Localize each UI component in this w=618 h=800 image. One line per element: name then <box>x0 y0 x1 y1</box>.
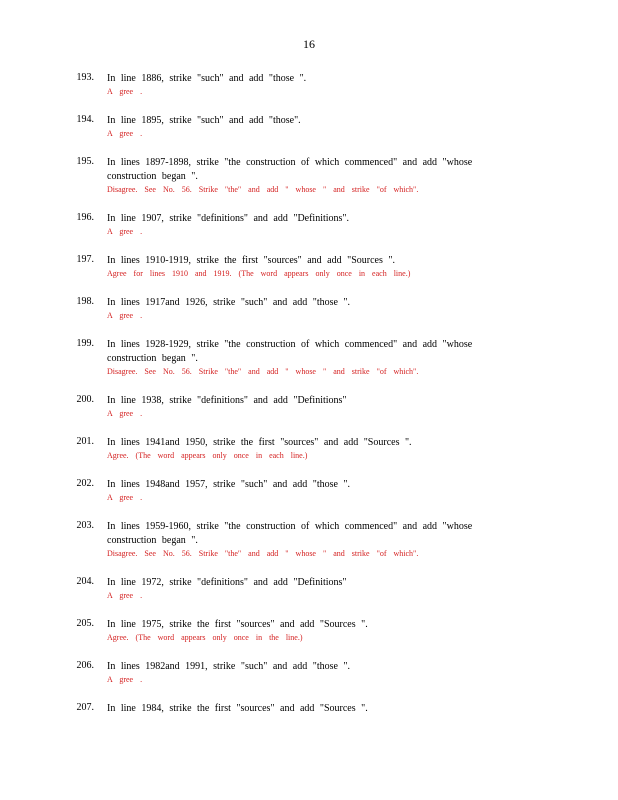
list-item <box>0 296 618 338</box>
item-text: In lines 1948and 1957, strike "such" and add "those ". <box>107 479 351 490</box>
item-text: In line 1907, strike "definitions" and add "Definitions". <box>107 213 350 224</box>
item-number: 198. <box>76 296 94 307</box>
item-number: 201. <box>76 436 94 447</box>
list-item <box>0 156 618 212</box>
item-number: 195. <box>76 156 94 167</box>
item-number: 204. <box>76 576 94 587</box>
item-text: In line 1886, strike "such" and add "those ". <box>107 73 307 84</box>
item-number: 207. <box>76 702 94 713</box>
item-number: 197. <box>76 254 94 265</box>
item-comment: A gree . <box>107 227 143 236</box>
item-text: In line 1984, strike the first "sources" and add "Sources ". <box>107 703 368 714</box>
item-comment: Disagree. See No. 56. Strike "the" and add " whose " and strike "of which". <box>107 549 419 558</box>
page-number: 16 <box>303 37 315 51</box>
item-comment: A gree . <box>107 493 143 502</box>
item-text: In lines 1897-1898, strike "the construction of which commenced" and add "whose <box>107 157 473 168</box>
item-comment: A gree . <box>107 591 143 600</box>
item-text: In lines 1959-1960, strike "the construction of which commenced" and add "whose <box>107 521 473 532</box>
list-item <box>0 576 618 618</box>
list-item <box>0 660 618 702</box>
list-item <box>0 520 618 576</box>
item-number: 194. <box>76 114 94 125</box>
item-text: In lines 1928-1929, strike "the construction of which commenced" and add "whose <box>107 339 473 350</box>
amendment-list <box>0 72 618 744</box>
item-comment: Agree. (The word appears only once in each line.) <box>107 451 308 460</box>
list-item <box>0 254 618 296</box>
list-item <box>0 114 618 156</box>
list-item <box>0 702 618 744</box>
item-text: In line 1972, strike "definitions" and add "Definitions" <box>107 577 347 588</box>
item-text: In lines 1917and 1926, strike "such" and add "those ". <box>107 297 351 308</box>
item-number: 203. <box>76 520 94 531</box>
item-text: In line 1895, strike "such" and add "those". <box>107 115 301 126</box>
item-text: In lines 1982and 1991, strike "such" and add "those ". <box>107 661 351 672</box>
item-text-continued: construction began ". <box>107 535 198 546</box>
item-comment: Agree for lines 1910 and 1919. (The word appears only once in each line.) <box>107 269 411 278</box>
list-item <box>0 212 618 254</box>
item-number: 206. <box>76 660 94 671</box>
item-comment: Disagree. See No. 56. Strike "the" and add " whose " and strike "of which". <box>107 367 419 376</box>
item-comment: A gree . <box>107 311 143 320</box>
list-item <box>0 478 618 520</box>
item-number: 202. <box>76 478 94 489</box>
item-text: In line 1938, strike "definitions" and add "Definitions" <box>107 395 347 406</box>
item-number: 193. <box>76 72 94 83</box>
list-item <box>0 436 618 478</box>
list-item <box>0 618 618 660</box>
item-comment: Disagree. See No. 56. Strike "the" and add " whose " and strike "of which". <box>107 185 419 194</box>
item-number: 205. <box>76 618 94 629</box>
item-text-continued: construction began ". <box>107 353 198 364</box>
item-text: In lines 1941and 1950, strike the first "sources" and add "Sources ". <box>107 437 412 448</box>
item-comment: Agree. (The word appears only once in the line.) <box>107 633 303 642</box>
list-item <box>0 72 618 114</box>
item-comment: A gree . <box>107 87 143 96</box>
item-text-continued: construction began ". <box>107 171 198 182</box>
item-comment: A gree . <box>107 409 143 418</box>
item-comment: A gree . <box>107 675 143 684</box>
item-text: In line 1975, strike the first "sources" and add "Sources ". <box>107 619 368 630</box>
list-item <box>0 394 618 436</box>
item-text: In lines 1910-1919, strike the first "sources" and add "Sources ". <box>107 255 395 266</box>
item-comment: A gree . <box>107 129 143 138</box>
item-number: 199. <box>76 338 94 349</box>
list-item <box>0 338 618 394</box>
item-number: 196. <box>76 212 94 223</box>
item-number: 200. <box>76 394 94 405</box>
